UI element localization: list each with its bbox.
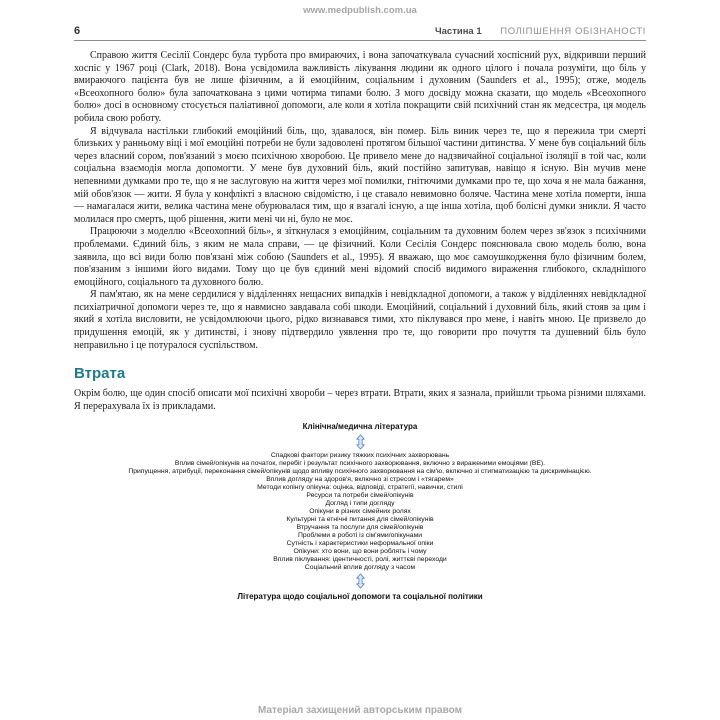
literature-diagram <box>74 422 646 602</box>
diagram-item: Ресурси та потреби сімей/опікунів <box>306 492 414 500</box>
copyright-watermark: Матеріал захищений авторським правом <box>258 705 462 716</box>
part-label: Частина 1 <box>434 26 482 37</box>
double-arrow-up-icon <box>74 573 646 590</box>
paragraph: Я відчувала настільки глибокий емоційний біль, що, здавалося, він помер. Біль виник через те, що я пережила три смерті близьких у ранньому віці і мої емоційні потреби не були задоволені протягом більшої частини дитинства. У мене був соціальний біль через власний сором, пов'язаний з моєю психічною хворобою. Це привело мене до надзвичайної соціальної ізоляції в той час, коли соціальна взаємодія могла допомогти. У мене був духовний біль, який постійно запитував, навіщо я існую. Він мучив мене непевними думками про те, що я не заслуговую на життя через мої помилки, гнітючими думками про те, що хоча я не мала бажання, мій обов'язок — жити. Я була у конфлікті з власною свідомістю, і це ставало невимовно боляче. Частина мене хотіла померти, інша — намагалася жити, велика частина мене обурювалася тим, що я взагалі існую, а ще інша хотіла, щоб болісні думки зникли. Я часто молилася про смерть, щоб рішення, жити мені чи ні, було не моє. <box>74 125 646 225</box>
diagram-item: Догляд і типи догляду <box>325 500 395 508</box>
diagram-item: Втручання та послуги для сімей/опікунів <box>296 524 424 532</box>
diagram-item: Культурні та етнічні питання для сімей/опікунів <box>286 516 434 524</box>
diagram-item: Соціальний вплив догляду з часом <box>304 564 416 572</box>
page-header <box>74 25 646 41</box>
running-head <box>435 26 646 37</box>
paragraph: Справою життя Сесілії Сондерс була турбота про вмираючих, і вона започаткувала сучасний хоспісний рух, відкривши перший хоспіс у 1967 році (Clark, 2018). Вона усвідомила важливість лікування людини як одного цілого і почала розуміти, що біль у вмираючого пацієнта був не лише фізичним, а й емоційним, соціальним і духовним (Saunders et al., 1995); отже, модель «Всеохопного болю» була започаткована з цими чотирма типами болю. З мого досвіду можна сказати, що модель «Всеохопного болю» досі в основному стосується паліативної допомоги, але коли я хотіла покращити свій психічний стан як медсестра, ця модель робила свою роботу. <box>74 50 646 124</box>
diagram-top-label: Клінічна/медична література <box>302 422 418 432</box>
diagram-item: Спадкові фактори ризику тяжких психічних захворювань <box>270 452 450 460</box>
section-heading: Втрата <box>74 365 126 383</box>
body-text <box>74 50 646 352</box>
chapter-title: ПОЛІПШЕННЯ ОБІЗНАНОСТІ <box>500 26 646 37</box>
diagram-item: Вплив догляду на здоров'я, включно зі стресом і «тягарем» <box>266 476 454 484</box>
double-arrow-down-icon <box>74 434 646 451</box>
paragraph: Я пам'ятаю, як на мене сердилися у відділеннях нещасних випадків і невідкладної допомоги, а також у відділеннях невідкладної психіатричної допомоги через те, що я навмисно завдавала собі шкоди. Емоційний, соціальний і духовний біль, який стояв за цим і який я хотіла висловити, не усвідомлюючи цього, рідко визнавався тими, хто піклувався про мене, і навіть мною. Це призвело до придушення емоцій, як у дитинстві, і знову підтвердило уявлення про те, що говорити про почуття та душевний біль було неправильно і це потуралося суспільством. <box>74 289 646 351</box>
diagram-item: Вплив сімей/опікунів на початок, перебіг і результат психічного захворювання, включно з вираженими емоціями (ВЕ). <box>174 460 546 468</box>
diagram-item: Опікуни: хто вони, що вони роблять і чому <box>293 548 427 556</box>
section-intro: Окрім болю, ще один спосіб описати мої психічні хвороби – через втрати. Втрати, яких я зазнала, прийшли трьома різними шляхами. Я перерахувала їх із прикладами. <box>74 388 646 412</box>
diagram-item: Опікуни в різних сімейних ролях <box>309 508 411 516</box>
diagram-item: Вплив піклування: ідентичності, ролі, життєві переходи <box>273 556 447 564</box>
paragraph: Працюючи з моделлю «Всеохопний біль», я зіткнулася з емоційним, соціальним та духовним болем через зв'язок з психічними проблемами. Єдиний біль, з яким не мала справи, — це фізичний. Коли Сесілія Сондерс пояснювала свою модель болю, вона заявила, що всі види болю пов'язані між собою (Saunders et al., 1995). Я вважаю, що моє самоушкодження було фізичним болем, пов'язаним з іншими його видами. Тому що це був єдиний мені відомий спосіб видимого вираження глибокого, складнішого емоційного, соціального та духовного болю. <box>74 226 646 288</box>
diagram-item-list <box>74 452 646 572</box>
page-number: 6 <box>74 25 81 37</box>
diagram-bottom-label: Література щодо соціальної допомоги та соціальної політики <box>237 592 483 602</box>
diagram-item: Проблеми в роботі із сім'ями/опікунами <box>297 532 423 540</box>
diagram-item: Методи копінгу опікуна: оцінка, відповіді, стратегії, навички, стилі <box>257 484 463 492</box>
diagram-item: Припущення, атрибуції, переконання сімей/опікунів щодо впливу психічного захворювання на сім'ю, включно зі стигматизацією та дискримінацією. <box>128 468 592 476</box>
diagram-item: Сутність і характеристики неформальної опіки <box>286 540 434 548</box>
top-watermark: www.medpublish.com.ua <box>303 5 417 16</box>
